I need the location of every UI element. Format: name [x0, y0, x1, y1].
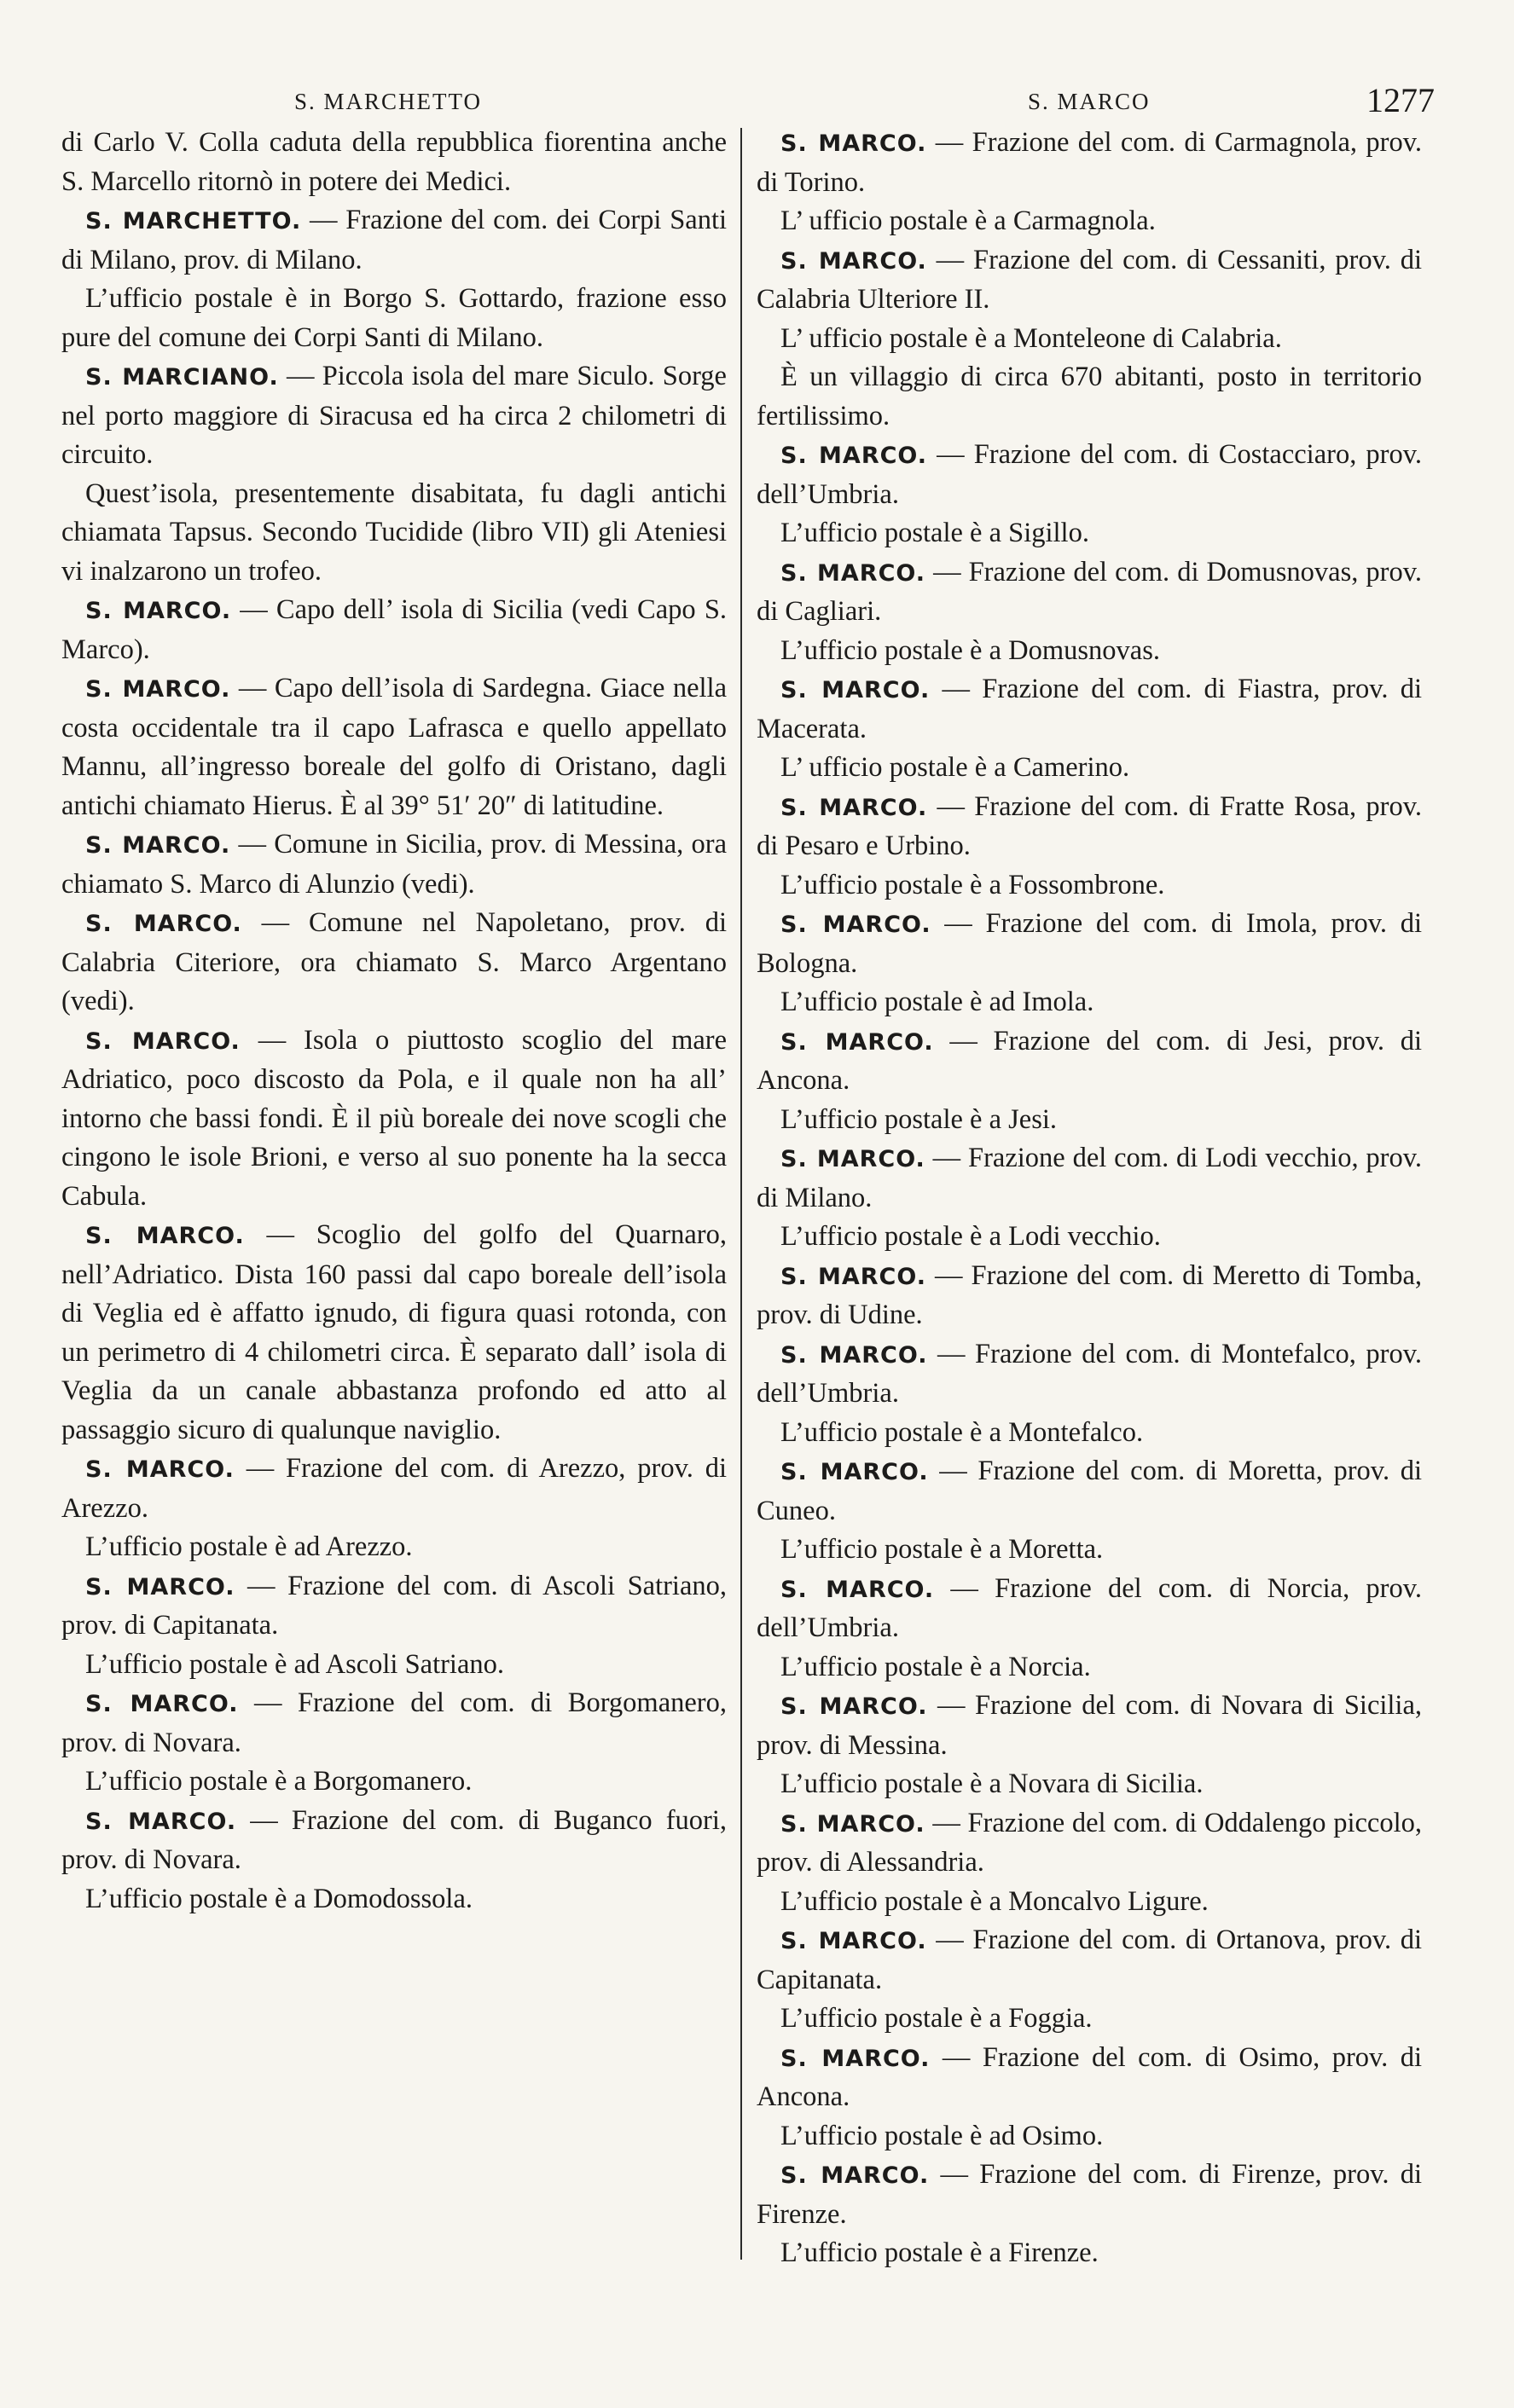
entry-paragraph — [757, 436, 1422, 514]
text-paragraph — [61, 280, 727, 357]
entry-headword: S. MARCHETTO. — [85, 208, 302, 234]
entry-headword: S. MARCO. — [780, 130, 927, 157]
entry-headword: S. MARCO. — [780, 677, 931, 703]
entry-headword: S. MARCO. — [85, 1691, 239, 1717]
entry-paragraph — [61, 1022, 727, 1217]
entry-text: L’ufficio postale è ad Arezzo. — [85, 1531, 413, 1562]
text-paragraph — [61, 475, 727, 592]
entry-text: L’ufficio postale è a Moncalvo Ligure. — [780, 1885, 1209, 1917]
entry-text: — Capo dell’isola di Sardegna. Giace nella costa occidentale tra il capo Lafrasca e quello appellato Mannu, all’ingresso boreale del golfo di Oristano, dagli antichi chiamato Hierus. È al 39° 51′ 20″ di latitudine. — [61, 673, 727, 821]
entry-paragraph — [61, 1567, 727, 1646]
text-paragraph — [757, 1414, 1422, 1453]
entry-text: — Frazione del com. di Oddalengo piccolo, prov. di Alessandria. — [757, 1807, 1422, 1878]
text-paragraph — [757, 1765, 1422, 1804]
entry-headword: S. MARCO. — [780, 1459, 929, 1485]
entry-text: — Isola o piuttosto scoglio del mare Adriatico, poco discosto da Pola, e il quale non ha all’ intorno che bassi fondi. È il più boreale dei nove scogli che cingono le isole Brioni, e verso al suo ponente ha la secca Cabula. — [61, 1024, 728, 1212]
entry-headword: S. MARCO. — [780, 1576, 935, 1603]
entry-text: — Frazione del com. di Norcia, prov. dell’Umbria. — [757, 1572, 1422, 1643]
text-paragraph — [61, 1763, 727, 1802]
entry-headword: S. MARCO. — [780, 247, 927, 275]
entry-text: — Frazione del com. di Moretta, prov. di Cuneo. — [757, 1456, 1423, 1526]
entry-text: L’ufficio postale è a Foggia. — [780, 2003, 1093, 2034]
left-column — [61, 124, 727, 1919]
entry-text: L’ufficio postale è a Fossombrone. — [780, 869, 1165, 900]
entry-headword: S. MARCO. — [780, 1263, 926, 1290]
entry-paragraph — [757, 1687, 1422, 1765]
text-paragraph — [757, 2000, 1422, 2039]
entry-headword: S. MARCO. — [780, 912, 931, 938]
entry-text: — Comune nel Napoletano, prov. di Calabria Citeriore, ora chiamato S. Marco Argentano (vedi). — [61, 907, 727, 1016]
entry-headword: S. MARCO. — [780, 2162, 930, 2189]
entry-headword: S. MARCO. — [780, 559, 926, 587]
entry-text: L’ufficio postale è a Domodossola. — [85, 1883, 473, 1914]
entry-text: — Frazione del com. di Fratte Rosa, prov. di Pesaro e Urbino. — [757, 790, 1422, 861]
text-paragraph — [757, 866, 1422, 906]
entry-paragraph — [757, 788, 1422, 866]
running-head-left: S. MARCHETTO — [294, 89, 483, 114]
text-paragraph — [757, 1531, 1422, 1570]
entry-text: — Frazione del com. di Buganco fuori, prov. di Novara. — [61, 1804, 728, 1875]
text-paragraph — [61, 1880, 727, 1919]
entry-paragraph — [61, 591, 727, 669]
column-divider — [740, 128, 742, 2260]
entry-text: — Frazione del com. di Ascoli Satriano, prov. di Capitanata. — [61, 1570, 728, 1641]
text-paragraph — [757, 983, 1422, 1022]
entry-text: — Frazione del com. di Cessaniti, prov. di Calabria Ulteriore II. — [757, 244, 1423, 315]
entry-text: L’ufficio postale è a Firenze. — [780, 2237, 1099, 2268]
entry-text: — Frazione del com. dei Corpi Santi di Milano, prov. di Milano. — [61, 205, 727, 275]
entry-text: L’ufficio postale è in Borgo S. Gottardo, frazione esso pure del comune dei Corpi Santi di Milano. — [61, 283, 727, 353]
entry-paragraph — [61, 201, 727, 280]
entry-paragraph — [757, 1570, 1422, 1648]
entry-paragraph — [757, 1804, 1422, 1883]
text-paragraph — [757, 358, 1422, 436]
entry-text: L’ufficio postale è ad Imola. — [780, 987, 1094, 1017]
entry-text: — Frazione del com. di Imola, prov. di Bologna. — [757, 908, 1422, 979]
text-paragraph — [61, 1528, 727, 1567]
entry-paragraph — [61, 357, 727, 475]
entry-headword: S. MARCO. — [780, 1693, 928, 1720]
entry-text: — Frazione del com. di Novara di Sicilia, prov. di Messina. — [757, 1690, 1423, 1761]
page-number: 1277 — [1366, 81, 1435, 119]
entry-text: — Frazione del com. di Domusnovas, prov. di Cagliari. — [757, 556, 1423, 627]
entry-text: — Frazione del com. di Costacciaro, prov. dell’Umbria. — [757, 439, 1423, 510]
text-paragraph — [757, 320, 1422, 359]
entry-text: L’ ufficio postale è a Carmagnola. — [780, 205, 1156, 236]
entry-headword: S. MARCO. — [780, 1341, 928, 1369]
entry-headword: S. MARCO. — [85, 1223, 245, 1249]
entry-headword: S. MARCO. — [85, 1027, 241, 1055]
entry-paragraph — [757, 1335, 1422, 1414]
entry-headword: S. MARCO. — [85, 1808, 237, 1835]
entry-text: — Frazione del com. di Lodi vecchio, prov. di Milano. — [757, 1143, 1423, 1213]
text-paragraph — [757, 514, 1422, 553]
entry-paragraph — [61, 1802, 727, 1880]
entry-paragraph — [757, 1452, 1422, 1531]
entry-text: L’ ufficio postale è a Monteleone di Calabria. — [780, 322, 1282, 354]
entry-text: L’ufficio postale è a Norcia. — [780, 1651, 1091, 1682]
entry-paragraph — [757, 241, 1422, 320]
entry-headword: S. MARCO. — [780, 794, 928, 821]
entry-text: L’ufficio postale è ad Ascoli Satriano. — [85, 1648, 505, 1680]
text-paragraph — [757, 1218, 1422, 1257]
entry-headword: S. MARCO. — [85, 832, 231, 859]
entry-paragraph — [757, 1921, 1422, 2000]
entry-headword: S. MARCIANO. — [85, 364, 279, 391]
entry-headword: S. MARCO. — [85, 1573, 235, 1601]
entry-paragraph — [61, 1684, 727, 1763]
text-paragraph — [757, 202, 1422, 241]
entry-paragraph — [757, 2039, 1422, 2117]
entry-paragraph — [61, 669, 727, 825]
entry-paragraph — [61, 1450, 727, 1528]
entry-headword: S. MARCO. — [85, 911, 242, 937]
entry-text: — Capo dell’ isola di Sicilia (vedi Capo S. Marco). — [61, 594, 728, 665]
entry-text: L’ufficio postale è a Borgomanero. — [85, 1766, 473, 1797]
entry-text: Quest’isola, presentemente disabitata, fu dagli antichi chiamata Tapsus. Secondo Tucidide (libro VII) gli Ateniesi vi inalzarono un trofeo. — [61, 478, 727, 587]
entry-text: — Frazione del com. di Montefalco, prov. dell’Umbria. — [757, 1338, 1422, 1409]
entry-text: L’ ufficio postale è a Camerino. — [780, 752, 1130, 783]
entry-text: L’ufficio postale è a Moretta. — [780, 1534, 1104, 1565]
text-paragraph — [757, 1101, 1422, 1140]
entry-paragraph — [757, 553, 1422, 632]
entry-text: È un villaggio di circa 670 abitanti, posto in territorio fertilissimo. — [757, 362, 1422, 431]
entry-paragraph — [61, 825, 727, 904]
entry-paragraph — [757, 124, 1422, 202]
entry-text: L’ufficio postale è a Novara di Sicilia. — [780, 1768, 1204, 1799]
entry-text: — Frazione del com. di Carmagnola, prov. di Torino. — [757, 127, 1423, 198]
text-paragraph — [61, 1646, 727, 1685]
entry-text: L’ufficio postale è a Lodi vecchio. — [780, 1221, 1161, 1252]
entry-text: — Frazione del com. di Arezzo, prov. di Arezzo. — [61, 1453, 727, 1524]
entry-text: L’ufficio postale è a Domusnovas. — [780, 634, 1160, 666]
entry-text: — Scoglio del golfo del Quarnaro, nell’Adriatico. Dista 160 passi dal capo boreale dell’isola di Veglia ed è affatto ignudo, di figura quasi rotonda, con un perimetro di 4 chilometri circa. È separato dall’ isola di Veglia da un canale abbastanza profondo ed atto al passaggio sicuro di qualunque naviglio. — [61, 1219, 727, 1445]
entry-paragraph — [61, 1216, 727, 1450]
entry-text: — Frazione del com. di Firenze, prov. di Firenze. — [757, 2159, 1423, 2230]
entry-paragraph — [757, 2156, 1422, 2234]
entry-text: — Frazione del com. di Ortanova, prov. di Capitanata. — [757, 1925, 1423, 1995]
entry-headword: S. MARCO. — [780, 2045, 931, 2072]
entry-headword: S. MARCO. — [780, 1928, 927, 1954]
entry-headword: S. MARCO. — [85, 1456, 235, 1483]
entry-headword: S. MARCO. — [780, 1810, 925, 1838]
entry-paragraph — [757, 670, 1422, 749]
entry-paragraph — [757, 1257, 1422, 1335]
entry-text: L’ufficio postale è a Sigillo. — [780, 518, 1089, 548]
entry-paragraph — [757, 1022, 1422, 1101]
entry-text: — Frazione del com. di Borgomanero, prov. di Novara. — [61, 1687, 728, 1758]
text-paragraph — [757, 1883, 1422, 1922]
entry-headword: S. MARCO. — [780, 1028, 934, 1056]
entry-paragraph — [61, 904, 727, 1022]
entry-text: — Frazione del com. di Jesi, prov. di Ancona. — [757, 1025, 1422, 1096]
entry-headword: S. MARCO. — [85, 676, 231, 703]
running-head-right: S. MARCO — [1028, 89, 1151, 114]
entry-text: L’ufficio postale è ad Osimo. — [780, 2120, 1104, 2151]
entry-paragraph — [757, 905, 1422, 983]
entry-text: L’ufficio postale è a Montefalco. — [780, 1416, 1144, 1448]
text-paragraph — [757, 749, 1422, 788]
entry-headword: S. MARCO. — [780, 1146, 925, 1172]
entry-text: — Frazione del com. di Osimo, prov. di Ancona. — [757, 2041, 1423, 2112]
entry-text: di Carlo V. Colla caduta della repubblica fiorentina anche S. Marcello ritornò in potere dei Medici. — [61, 127, 727, 197]
entry-text: — Piccola isola del mare Siculo. Sorge nel porto maggiore di Siracusa ed ha circa 2 chilometri di circuito. — [61, 361, 727, 470]
text-paragraph — [757, 2117, 1422, 2156]
entry-paragraph — [757, 1139, 1422, 1218]
text-paragraph — [61, 124, 727, 201]
text-paragraph — [757, 632, 1422, 671]
entry-text: L’ufficio postale è a Jesi. — [780, 1103, 1058, 1135]
text-paragraph — [757, 2234, 1422, 2273]
entry-text: — Comune in Sicilia, prov. di Messina, ora chiamato S. Marco di Alunzio (vedi). — [61, 829, 727, 900]
entry-text: — Frazione del com. di Fiastra, prov. di Macerata. — [757, 674, 1423, 744]
entry-text: — Frazione del com. di Meretto di Tomba, prov. di Udine. — [757, 1259, 1422, 1330]
right-column — [757, 124, 1422, 2273]
entry-headword: S. MARCO. — [780, 443, 928, 469]
entry-headword: S. MARCO. — [85, 598, 232, 624]
text-paragraph — [757, 1648, 1422, 1687]
